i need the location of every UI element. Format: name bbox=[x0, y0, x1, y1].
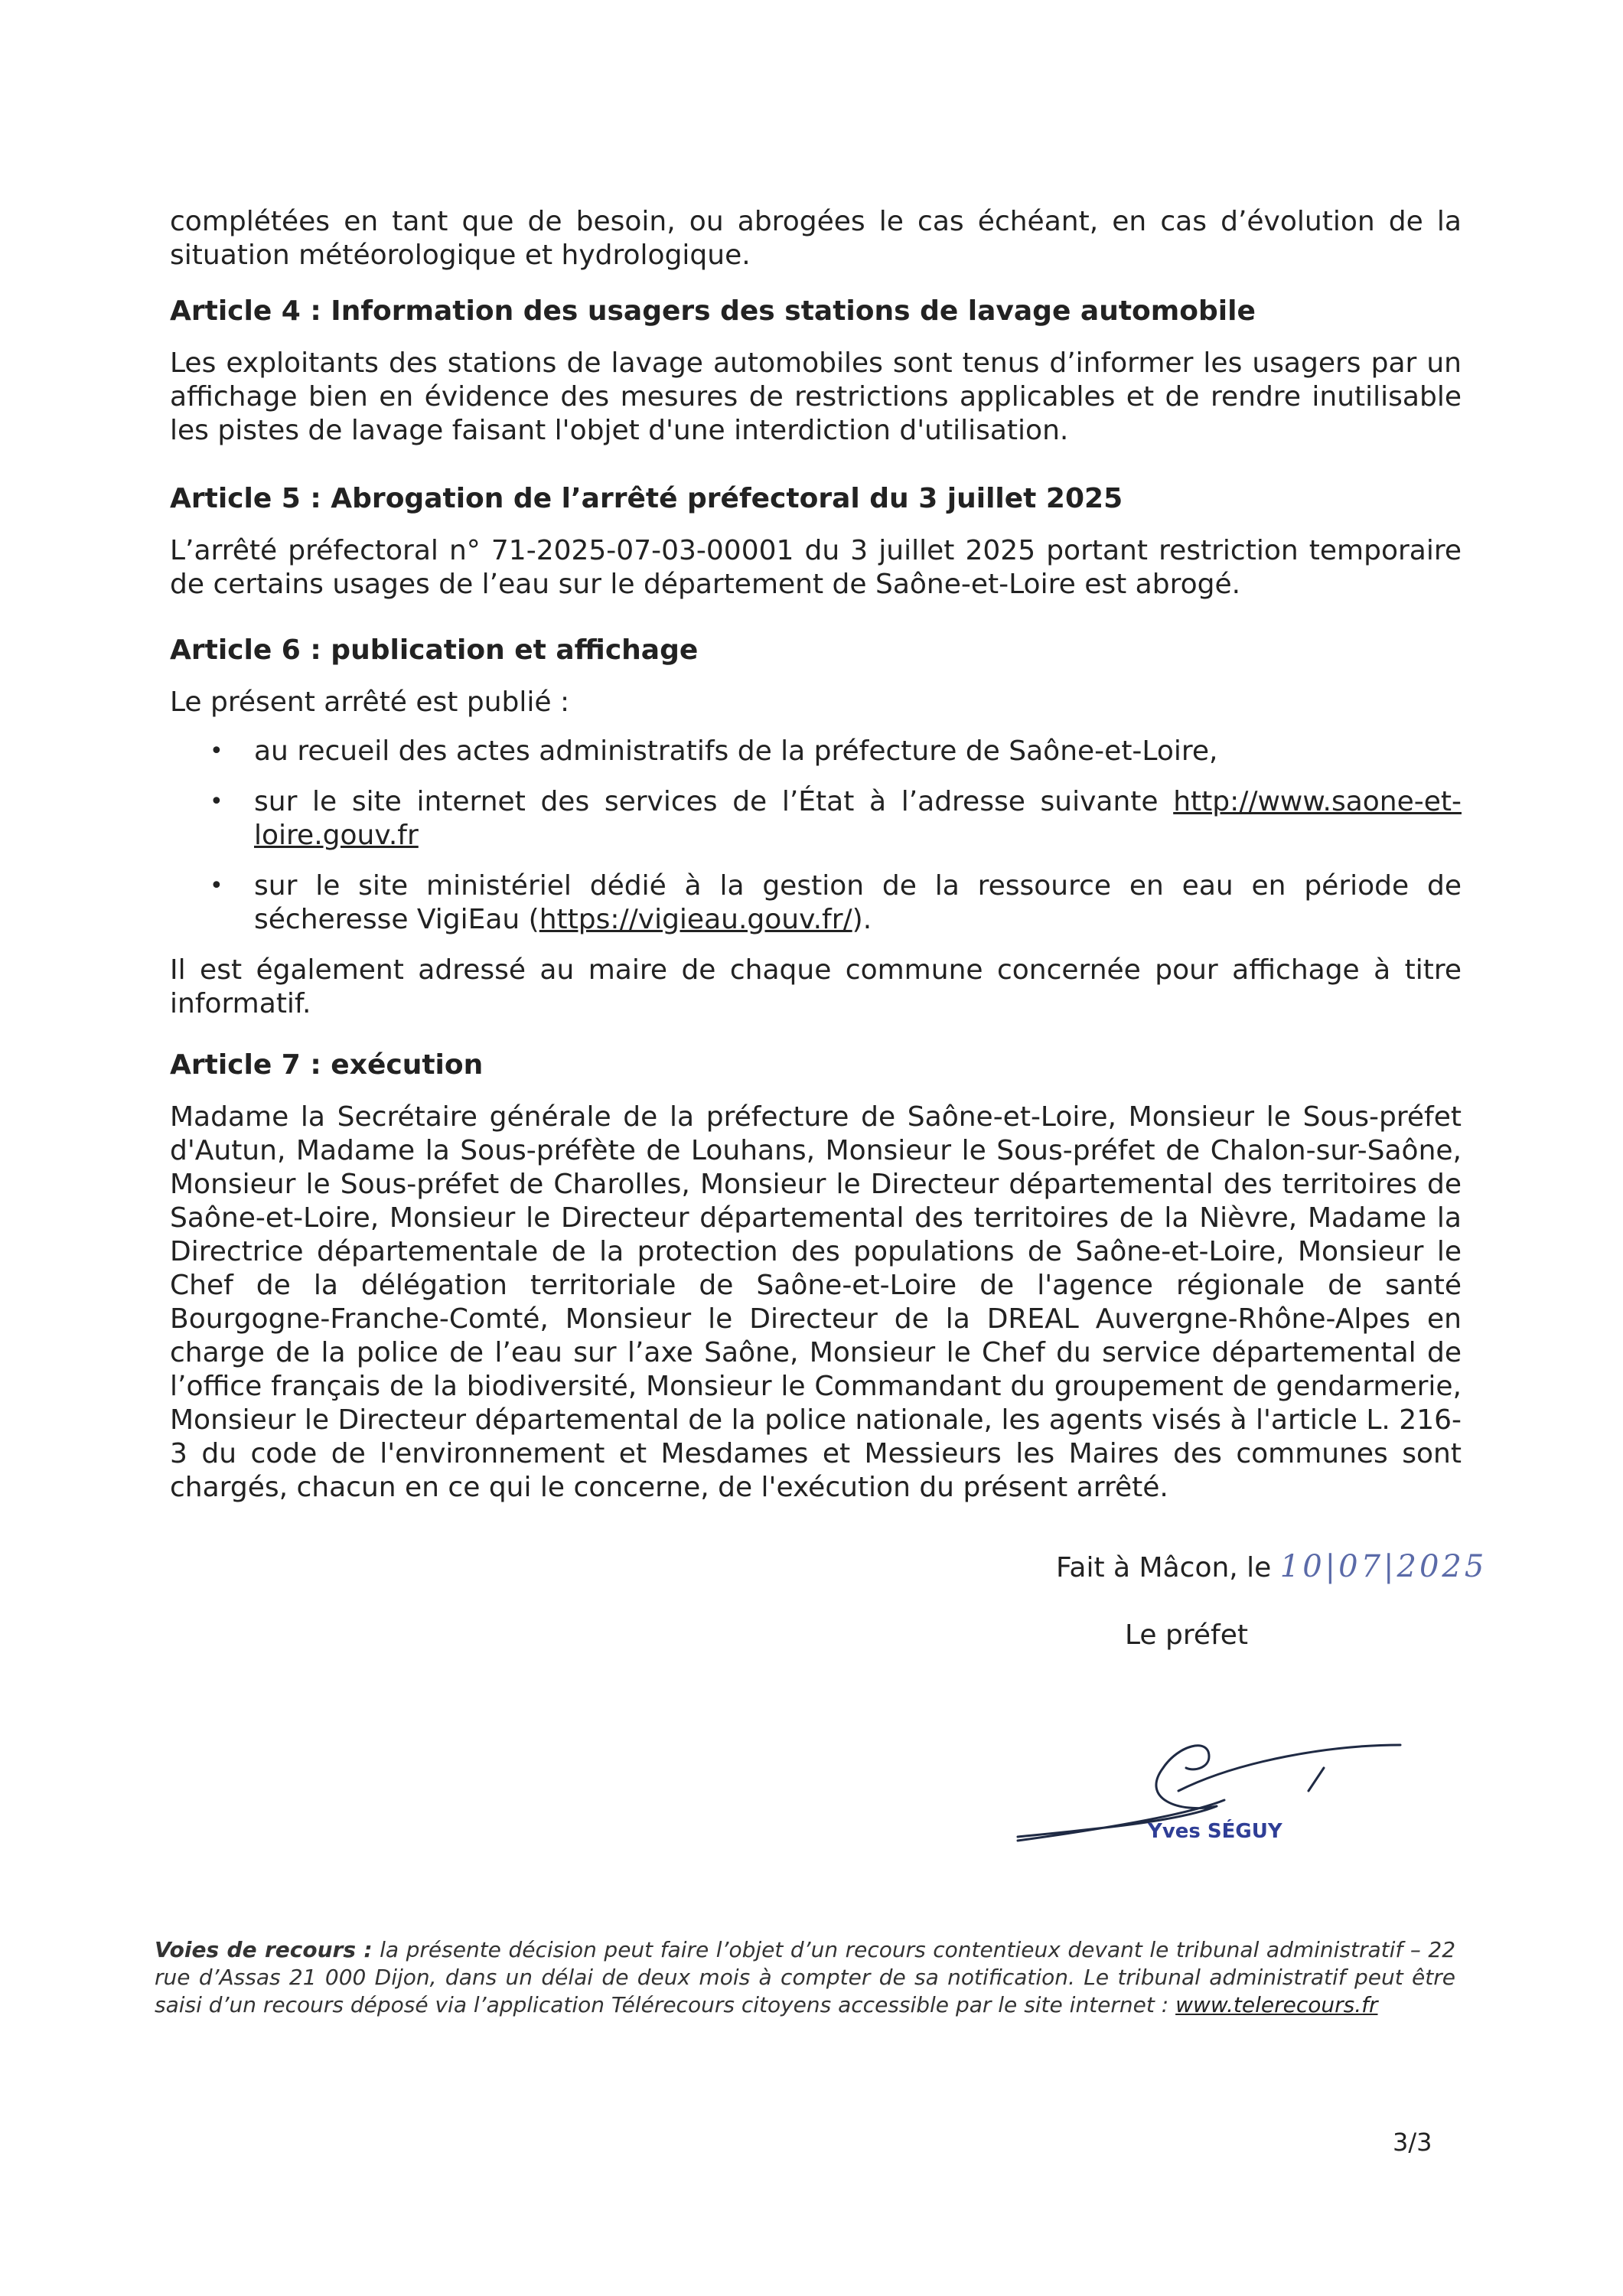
signature-scribble-icon bbox=[987, 1714, 1416, 1867]
intro-paragraph-block bbox=[170, 205, 1462, 272]
signature-place: Fait à Mâcon, le bbox=[1056, 1552, 1272, 1583]
vigieau-link[interactable]: https://vigieau.gouv.fr/ bbox=[539, 904, 852, 935]
list-item-suffix: ). bbox=[852, 904, 872, 935]
article-7-text: Madame la Secrétaire générale de la préfecture de Saône-et-Loire, Monsieur le Sous-préfet d'Autun, Madame la Sous-préfète de Louhans, Monsieur le Sous-préfet de Chalon-sur-Saône, Monsieur le Sous-préfet de Charolles, Monsieur le Directeur départemental des territoires de Saône-et-Loire, Monsieur le Directeur départemental des territoires de la Nièvre, Madame la Directrice départementale de la protection des populations de Saône-et-Loire, Monsieur le Chef de la délégation territoriale de Saône-et-Loire de l'agence régionale de santé Bourgogne-Franche-Comté, Monsieur le Directeur de la DREAL Auvergne-Rhône-Alpes en charge de la police de l’eau sur l’axe Saône, Monsieur le Chef du service départemental de l’office français de la biodiversité, Monsieur le Commandant du groupement de gendarmerie, Monsieur le Directeur départemental de la police nationale, les agents visés à l'article L. 216-3 du code de l'environnement et Mesdames et Messieurs les Maires des communes sont chargés, chacun en ce qui le concerne, de l'exécution du présent arrêté. bbox=[170, 1101, 1462, 1503]
article-4 bbox=[170, 295, 1462, 448]
article-4-heading: Article 4 : Information des usagers des stations de lavage automobile bbox=[170, 295, 1256, 327]
bullet-icon: • bbox=[210, 738, 223, 765]
voies-de-recours bbox=[155, 1936, 1455, 2019]
article-6-intro: Le présent arrêté est publié : bbox=[170, 687, 570, 718]
article-6-heading: Article 6 : publication et affichage bbox=[170, 634, 699, 666]
list-item bbox=[170, 735, 1462, 768]
article-7-heading: Article 7 : exécution bbox=[170, 1049, 484, 1081]
signature-stamp-name: Yves SÉGUY bbox=[1148, 1820, 1282, 1843]
article-6-outro: Il est également adressé au maire de chaque commune concernée pour affichage à titre informatif. bbox=[170, 954, 1462, 1019]
list-item bbox=[170, 869, 1462, 937]
article-7 bbox=[170, 1049, 1462, 1505]
page-number: 3/3 bbox=[1393, 2128, 1432, 2157]
voies-de-recours-text: la présente décision peut faire l’objet d’un recours contentieux devant le tribunal administratif – 22 rue d’Assas 21 000 Dijon, dans un délai de deux mois à compter de sa notification. Le tribunal administratif peut être saisi d’un recours déposé via l’application Télérecours citoyens accessible par le site internet : bbox=[155, 1937, 1456, 2017]
list-item-text: sur le site internet des services de l’État à l’adresse suivante bbox=[254, 786, 1174, 817]
article-6 bbox=[170, 634, 1462, 1021]
article-5-text: L’arrêté préfectoral n° 71-2025-07-03-00001 du 3 juillet 2025 portant restriction temporaire de certains usages de l’eau sur le département de Saône-et-Loire est abrogé. bbox=[170, 535, 1462, 600]
article-4-text: Les exploitants des stations de lavage automobiles sont tenus d’informer les usagers par un affichage bien en évidence des mesures de restrictions applicables et de rendre inutilisable les pistes de lavage faisant l'objet d'une interdiction d'utilisation. bbox=[170, 347, 1462, 446]
article-5-heading: Article 5 : Abrogation de l’arrêté préfectoral du 3 juillet 2025 bbox=[170, 483, 1123, 514]
intro-paragraph: complétées en tant que de besoin, ou abrogées le cas échéant, en cas d’évolution de la situation météorologique et hydrologique. bbox=[170, 206, 1462, 271]
voies-de-recours-label: Voies de recours : bbox=[155, 1937, 373, 1962]
article-5 bbox=[170, 482, 1462, 602]
list-item bbox=[170, 785, 1462, 853]
signature-title: Le préfet bbox=[1125, 1619, 1248, 1651]
bullet-icon: • bbox=[210, 872, 223, 899]
bullet-icon: • bbox=[210, 788, 223, 815]
prefecture-site-link[interactable]: http://www.saone-et-loire.gouv.fr bbox=[254, 786, 1462, 851]
handwritten-date: 10|07|2025 bbox=[1279, 1549, 1488, 1584]
telerecours-link[interactable]: www.telerecours.fr bbox=[1175, 1992, 1378, 2017]
list-item-text: sur le site ministériel dédié à la gestion de la ressource en eau en période de sécheresse VigiEau ( bbox=[254, 870, 1462, 935]
signature-place-date bbox=[1056, 1550, 1487, 1585]
list-item-text: au recueil des actes administratifs de la préfecture de Saône-et-Loire, bbox=[254, 735, 1218, 767]
publication-list bbox=[170, 735, 1462, 937]
